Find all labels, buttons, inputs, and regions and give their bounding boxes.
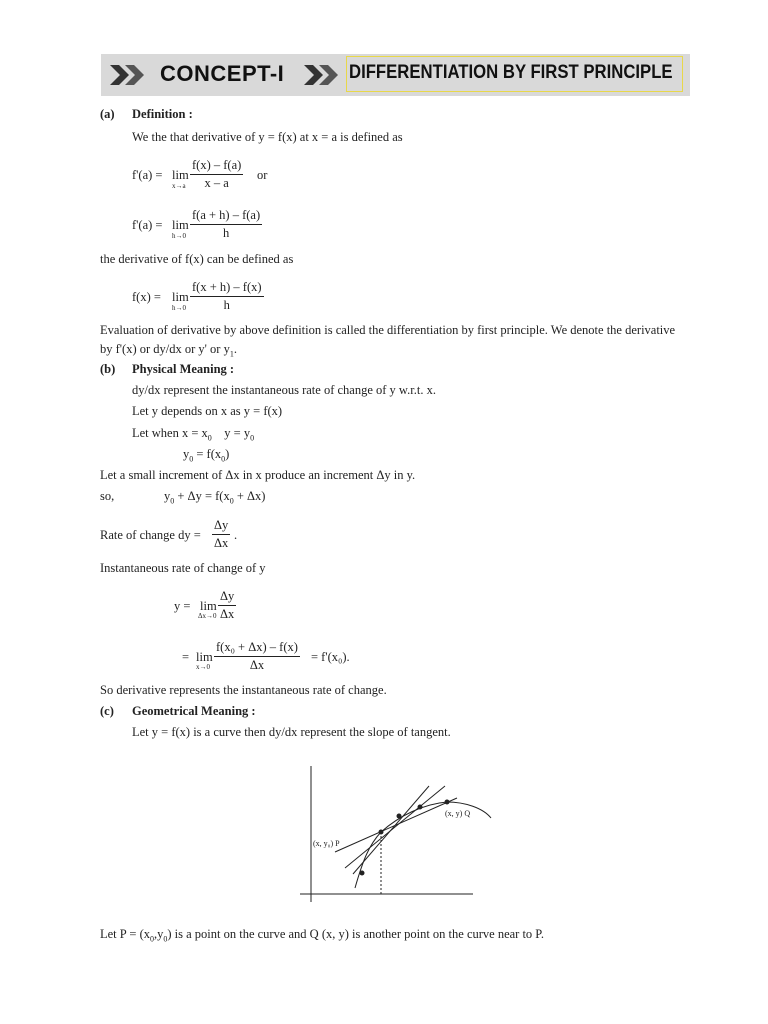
- eq1-lhs: f'(a) =: [132, 168, 163, 182]
- tangent-line: [335, 798, 457, 852]
- eq1-numerator: f(x) – f(a): [190, 158, 243, 175]
- eq2-lim: lim: [172, 218, 189, 232]
- eq1-denominator: x – a: [204, 176, 229, 190]
- physical-line-5: Let a small increment of Δx in x produce an increment Δy in y.: [100, 468, 416, 482]
- double-chevron-icon: [108, 63, 150, 87]
- derivative-general: the derivative of f(x) can be defined as: [100, 252, 294, 266]
- label-p: (x, y₀) P: [313, 839, 340, 848]
- eq5-lhs: =: [182, 650, 190, 664]
- eq1-lim: lim: [172, 168, 189, 182]
- label-q: (x, y) Q: [445, 809, 471, 818]
- eq3-denominator: h: [223, 298, 230, 312]
- eq4-numerator: Δy: [218, 589, 236, 606]
- eq4-fraction: [218, 589, 236, 622]
- geometric-line-2: Let $P = (x_0,y_0)$ is a point on the curve and Q (x, y) is another point on the curve near to P.: [100, 927, 545, 944]
- rate-numerator: Δy: [212, 518, 230, 535]
- eq2-denominator: h: [222, 226, 230, 240]
- eq4-denominator: Δx: [220, 607, 235, 621]
- eq2-fraction: [190, 208, 262, 241]
- physical-conclusion: So derivative represents the instantaneous rate of change.: [100, 683, 387, 697]
- section-a-marker: (a): [100, 107, 115, 121]
- eq2-numerator: f(a + h) – f(a): [190, 208, 262, 225]
- concept-title: DIFFERENTIATION BY FIRST PRINCIPLE: [349, 62, 673, 83]
- eq1-fraction: [190, 158, 243, 191]
- eq4-lim: lim: [200, 599, 217, 613]
- section-c-marker: (c): [100, 704, 114, 718]
- section-b-marker: (b): [100, 362, 116, 376]
- physical-line-2: Let y depends on x as y = f(x): [132, 404, 283, 418]
- physical-line-6: $y_0 + \Delta y = f(x_0 + \Delta x)$: [164, 489, 266, 506]
- eq5-rhs: = f'(x₀).: [311, 650, 350, 664]
- so-label: so,: [100, 489, 115, 503]
- geometric-line-1: Let y = f(x) is a curve then dy/dx represent the slope of tangent.: [132, 725, 451, 739]
- instantaneous-label: Instantaneous rate of change of y: [100, 561, 266, 575]
- evaluation-line-2: by f'(x) or dy/dx or y' or $y_1$.: [100, 342, 237, 359]
- eq5-denominator: Δx: [249, 658, 265, 672]
- eq1-lim-sub: x→a: [172, 182, 186, 190]
- eq3-numerator: f(x + h) – f(x): [190, 280, 264, 297]
- curve: [355, 802, 491, 888]
- rate-label: Rate of change dy =: [100, 528, 201, 542]
- point-lower: [360, 871, 365, 876]
- eq2-lim-sub: h→0: [172, 232, 186, 240]
- section-c-heading: Geometrical Meaning :: [132, 704, 256, 718]
- eq5-lim: lim: [196, 650, 213, 664]
- eq4-lhs: y =: [174, 599, 191, 613]
- section-b-heading: Physical Meaning :: [132, 362, 235, 376]
- eq3-lim-sub: h→0: [172, 304, 186, 312]
- eq3-lim: lim: [172, 290, 189, 304]
- physical-line-4: $y_0 = f(x_0)$: [183, 447, 230, 464]
- point-p: [379, 830, 384, 835]
- rate-fraction: [212, 518, 230, 551]
- point-intermediate: [418, 805, 423, 810]
- eq4-lim-sub: Δx→0: [198, 612, 217, 620]
- eq5-lim-sub: x→0: [196, 663, 210, 671]
- rate-end: .: [234, 528, 238, 542]
- definition-intro: We the that derivative of y = f(x) at x = a is defined as: [132, 130, 403, 144]
- double-chevron-icon: [302, 63, 344, 87]
- concept-label: CONCEPT-I: [160, 61, 285, 86]
- secant-line-2: [345, 786, 445, 868]
- eq5-fraction: [214, 640, 300, 673]
- evaluation-line-1: Evaluation of derivative by above definition is called the differentiation by first principle. We denote the derivative: [100, 323, 676, 337]
- section-a-heading: Definition :: [132, 107, 193, 121]
- eq1-or: or: [257, 168, 268, 182]
- physical-line-1: dy/dx represent the instantaneous rate of change of y w.r.t. x.: [132, 383, 436, 397]
- eq3-lhs: f(x) =: [132, 290, 161, 304]
- rate-denominator: Δx: [214, 536, 229, 550]
- eq3-fraction: [190, 280, 264, 313]
- eq5-numerator: f(x₀ + Δx) – f(x): [214, 640, 300, 657]
- physical-line-3: Let when $x = x_0$ $y = y_0$: [132, 426, 255, 443]
- tangent-diagram: [295, 760, 495, 905]
- point-intermediate: [397, 814, 402, 819]
- point-q: [445, 800, 450, 805]
- eq2-lhs: f'(a) =: [132, 218, 163, 232]
